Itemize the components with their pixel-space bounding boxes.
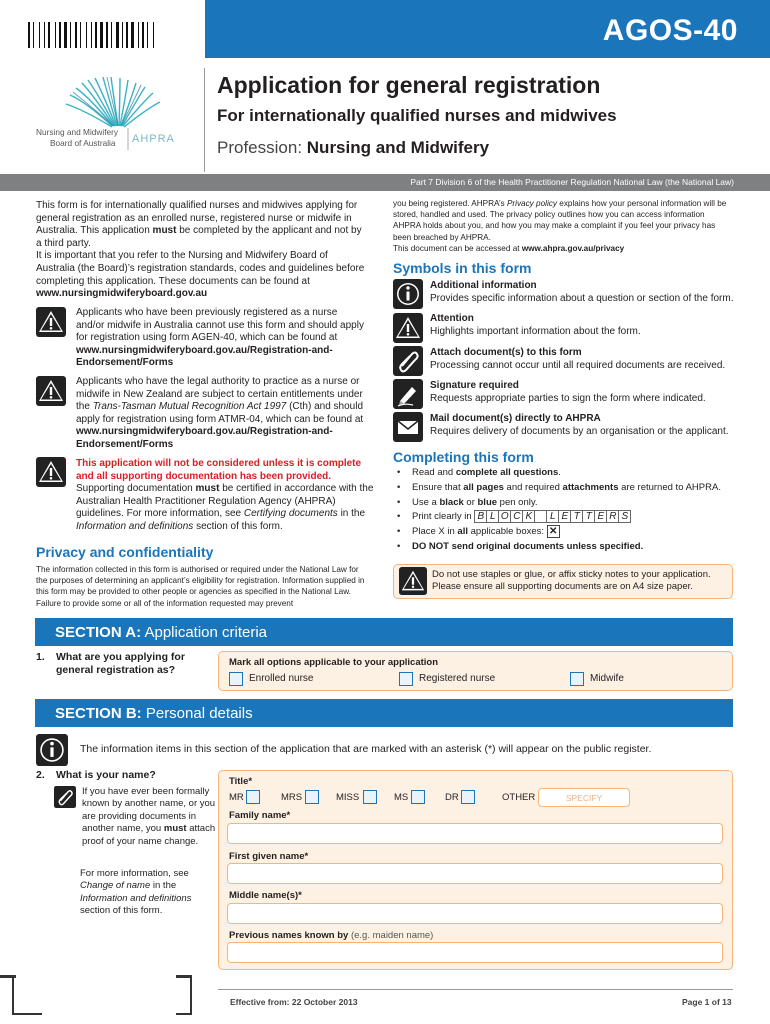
section-b-header xyxy=(35,699,733,727)
warning-icon xyxy=(36,307,66,342)
warn3-cert: Certifying documents xyxy=(243,508,338,520)
symbol-desc: Requests appropriate parties to sign the form where indicated. xyxy=(430,392,706,404)
profession-value: Nursing and Midwifery xyxy=(306,138,490,157)
x-example-box: ✕ xyxy=(547,525,560,538)
barcode-bar xyxy=(51,22,54,48)
barcode-bar xyxy=(113,22,115,48)
privacy-continued xyxy=(393,198,733,254)
section-a-label: SECTION A: xyxy=(55,624,142,641)
corner-mark-right xyxy=(176,975,192,1015)
symbol-title: Mail document(s) directly to AHPRA xyxy=(430,413,601,424)
completing-list xyxy=(397,466,742,555)
barcode-bar xyxy=(95,22,97,48)
form-code: AGOS-40 xyxy=(602,14,738,47)
family-name-input[interactable] xyxy=(227,823,723,844)
checkbox[interactable] xyxy=(399,672,413,686)
block-letter-box: R xyxy=(606,510,619,523)
barcode-bar xyxy=(57,22,58,48)
warn3-red: This application will not be considered unless it is complete and all supporting documentation has been provided. xyxy=(76,458,362,482)
barcode-bar xyxy=(78,22,79,48)
block-letter-box: T xyxy=(570,510,583,523)
board-url[interactable]: www.nursingmidwiferyboard.gov.au xyxy=(36,288,208,300)
privacy-text: The information collected in this form is authorised or required under the National Law for the purposes of determining an applicant’s eligibility for registration. Information supplied in this form may be provided to other people or agencies as specified in the National Law. Failure to provide some or all of the information requested may prevent xyxy=(36,565,365,608)
warn2-text-b: (Cth) and should apply for registration using form ATMR-04, which can be found at xyxy=(76,401,364,425)
previous-names-input[interactable] xyxy=(227,942,723,963)
title-mr-checkbox[interactable] xyxy=(246,790,260,804)
barcode-bar xyxy=(64,22,67,48)
form-subtitle: For internationally qualified nurses and midwives xyxy=(217,106,617,125)
option-label: Registered nurse xyxy=(419,672,496,684)
title-specify-input[interactable] xyxy=(538,788,630,807)
previous-names-text: Previous names known by xyxy=(229,930,349,941)
warn1-text: Applicants who have been previously registered as a nurse and/or midwife in Australia cannot use this form and should apply for registration using form AGEN-40, which can be found at xyxy=(76,307,364,344)
block-letters-example xyxy=(474,511,630,522)
mail-icon xyxy=(393,412,423,447)
warning-icon xyxy=(36,376,66,411)
barcode-bar xyxy=(31,22,32,48)
barcode-bar xyxy=(55,22,56,48)
list-item: • Use a black or blue pen only. xyxy=(397,496,742,511)
barcode-bar xyxy=(88,22,90,48)
symbol-signature xyxy=(430,380,740,405)
barcode-bar xyxy=(120,22,121,48)
intro-text-2: be completed by the applicant and not by a third party. xyxy=(36,225,362,249)
intro-text-1: This form is for internationally qualified nurses and midwives applying for general registration as an enrolled nurse, registered nurse or midwife in Australia. This application xyxy=(36,200,358,237)
symbol-desc: Processing cannot occur until all required documents are received. xyxy=(430,359,726,371)
barcode-bar xyxy=(104,22,105,48)
logo-fan-graphic xyxy=(28,70,200,170)
barcode-bar xyxy=(149,22,152,48)
profession-label: Profession: xyxy=(217,138,303,157)
previous-names-example: (e.g. maiden name) xyxy=(350,930,434,941)
footer-rule xyxy=(218,989,733,990)
warning-previously-registered xyxy=(76,307,368,370)
barcode-bar xyxy=(75,22,77,48)
checkbox[interactable] xyxy=(570,672,584,686)
list-item: • Ensure that all pages and required attachments are returned to AHPRA. xyxy=(397,481,742,496)
note-text: Do not use staples or glue, or affix sticky notes to your application. Please ensure all supporting documents are on A4 size paper. xyxy=(432,569,711,592)
warning-new-zealand xyxy=(76,376,372,452)
barcode-bar xyxy=(62,22,63,48)
block-letter-box: C xyxy=(510,510,523,523)
symbol-title: Additional information xyxy=(430,280,537,291)
profession-line xyxy=(217,138,489,158)
barcode-bar xyxy=(93,22,94,48)
symbols-heading: Symbols in this form xyxy=(393,260,532,276)
symbol-desc: Highlights important information about the form. xyxy=(430,325,641,337)
warn2-url[interactable]: www.nursingmidwiferyboard.gov.au/Registration-and-Endorsement/Forms xyxy=(76,426,333,450)
block-letter-box: E xyxy=(558,510,571,523)
law-reference-bar xyxy=(0,174,770,191)
privacy-cont-a: you being registered. AHPRA’s xyxy=(393,199,505,208)
section-b-name: Personal details xyxy=(145,705,253,722)
footer-page-number: Page 1 of 13 xyxy=(682,997,732,1007)
barcode-bar xyxy=(140,22,141,48)
barcode-bar xyxy=(116,22,119,48)
block-letter-box: L xyxy=(546,510,559,523)
list-item: • Place X in all applicable boxes: ✕ xyxy=(397,525,742,540)
corner-mark-top-right xyxy=(176,975,192,978)
symbol-attention xyxy=(430,313,740,338)
title-options xyxy=(229,790,538,804)
warning-complete-application xyxy=(76,458,374,534)
section-a-header xyxy=(35,618,733,646)
warn1-url[interactable]: www.nursingmidwiferyboard.gov.au/Registration-and-Endorsement/Forms xyxy=(76,344,333,369)
barcode-bar xyxy=(131,22,134,48)
privacy-policy: Privacy policy xyxy=(506,199,557,208)
barcode-bar xyxy=(106,22,108,48)
title-mrs-label: MRS xyxy=(281,791,303,803)
barcode-bar xyxy=(153,22,154,48)
title-dr-checkbox[interactable] xyxy=(461,790,475,804)
barcode-bar xyxy=(91,22,92,48)
block-letter-box: O xyxy=(498,510,511,523)
barcode-bar xyxy=(109,22,110,48)
barcode-bar xyxy=(44,22,45,48)
title-label: Title* xyxy=(229,776,253,787)
middle-name-label: Middle name(s)* xyxy=(229,890,302,901)
option-midwife[interactable] xyxy=(570,672,624,686)
info-icon xyxy=(393,279,423,314)
block-letter-box: E xyxy=(594,510,607,523)
option-registered-nurse[interactable] xyxy=(399,672,495,686)
symbol-desc: Provides specific information about a question or section of the form. xyxy=(430,292,734,304)
paperclip-icon xyxy=(393,346,423,381)
barcode-bar xyxy=(39,22,40,48)
info-icon xyxy=(36,734,68,771)
corner-mark-left xyxy=(12,975,42,1015)
barcode-bar xyxy=(138,22,139,48)
barcode-bar xyxy=(70,22,71,48)
question-1-number: 1. xyxy=(36,651,45,663)
barcode-bar xyxy=(145,22,146,48)
first-name-input[interactable] xyxy=(227,863,723,884)
section-b-label: SECTION B: xyxy=(55,705,142,722)
option-label: Enrolled nurse xyxy=(249,672,314,684)
attach-must: must xyxy=(163,823,187,835)
completing-heading: Completing this form xyxy=(393,449,534,465)
symbol-attach xyxy=(430,347,740,372)
block-letter-box: L xyxy=(486,510,499,523)
pen-icon xyxy=(393,379,423,414)
barcode-bar xyxy=(46,22,47,48)
symbol-title: Attention xyxy=(430,313,474,324)
warning-icon xyxy=(36,457,66,492)
logo-text-1: Nursing and Midwifery xyxy=(36,127,119,137)
title-miss-label: MISS xyxy=(336,791,360,803)
warn3-info: Information and definitions xyxy=(76,520,194,532)
barcode-bar xyxy=(35,22,38,48)
title-dr-label: DR xyxy=(445,791,459,803)
title-mr-label: MR xyxy=(229,791,244,803)
barcode-bar xyxy=(68,22,69,48)
warning-icon xyxy=(393,313,423,348)
barcode-bar xyxy=(124,22,125,48)
warn3-text-a: Supporting documentation xyxy=(76,483,193,495)
name-change-note xyxy=(82,786,216,848)
barcode-bar xyxy=(80,22,81,48)
barcode-bar xyxy=(129,22,130,48)
barcode-bar xyxy=(100,22,103,48)
barcode-bar xyxy=(126,22,128,48)
symbol-additional-info xyxy=(430,280,740,305)
title-other-label: OTHER xyxy=(502,791,536,803)
list-item: • Print clearly in B L O C K L E T T E R S xyxy=(397,510,742,525)
title-ms-checkbox[interactable] xyxy=(411,790,425,804)
intro-text-3: It is important that you refer to the Nursing and Midwifery Board of Australia (the Board)’s registration standards, codes and guidelines before completing this application. These documents can be found at xyxy=(36,250,365,287)
specify-placeholder: SPECIFY xyxy=(565,793,603,803)
paperclip-icon xyxy=(54,786,76,813)
barcode-bar xyxy=(59,22,61,48)
title-miss-checkbox[interactable] xyxy=(363,790,377,804)
barcode xyxy=(28,22,160,48)
privacy-heading: Privacy and confidentiality xyxy=(36,544,214,560)
footer-effective-date: Effective from: 22 October 2013 xyxy=(230,997,358,1007)
form-title: Application for general registration xyxy=(217,72,601,98)
privacy-cont-b: explains how your personal information will be stored, handled and used. The privacy policy outlines how you can access information AHPRA holds about you, and how you may make a complaint if you feel your privacy has been breached by AHPRA. xyxy=(393,199,727,242)
barcode-bar xyxy=(135,22,137,48)
barcode-bar xyxy=(111,22,112,48)
ahpra-logo-text: AHPRA xyxy=(132,133,175,145)
barcode-bar xyxy=(147,22,148,48)
logo-text-2: Board of Australia xyxy=(50,138,116,148)
option-label: Midwife xyxy=(590,672,624,684)
list-item: • Read and complete all questions. xyxy=(397,466,742,481)
question-1-text: What are you applying for general registration as? xyxy=(56,651,185,676)
symbol-mail xyxy=(430,413,740,438)
intro-must: must xyxy=(152,225,177,237)
section-a-name: Application criteria xyxy=(144,624,268,641)
family-name-label: Family name* xyxy=(229,810,291,821)
warn2-act: Trans-Tasman Mutual Recognition Act 1997 xyxy=(92,401,287,413)
list-item: • DO NOT send original documents unless specified. xyxy=(397,540,742,555)
law-reference: Part 7 Division 6 of the Health Practitioner Regulation National Law (the National Law) xyxy=(410,177,734,187)
question-1-instruction: Mark all options applicable to your application xyxy=(229,657,439,668)
checkbox[interactable] xyxy=(229,672,243,686)
attach-text-a: If you have ever been formally known by another name, or you are providing documents in another name, you xyxy=(82,786,216,835)
symbol-title: Attach document(s) to this form xyxy=(430,347,582,358)
symbol-title: Signature required xyxy=(430,380,519,391)
intro-paragraph xyxy=(36,200,366,301)
warn2-text-a: Applicants who have the legal authority to practice as a nurse or midwife in New Zealand are subject to certain entitlements under the xyxy=(76,376,363,413)
form-code-banner xyxy=(205,0,770,58)
privacy-url[interactable]: www.ahpra.gov.au/privacy xyxy=(521,243,625,253)
warning-icon xyxy=(399,567,427,600)
barcode-bar xyxy=(72,22,74,48)
barcode-bar xyxy=(33,22,34,48)
warn3-end: section of this form. xyxy=(196,520,283,532)
barcode-bar xyxy=(48,22,50,48)
barcode-bar xyxy=(82,22,85,48)
block-letter-box: S xyxy=(618,510,631,523)
attach-text-b: attach proof of your name change. xyxy=(82,823,216,847)
block-letter-box: K xyxy=(522,510,535,523)
first-name-label: First given name* xyxy=(229,851,309,862)
barcode-bar xyxy=(142,22,144,48)
corner-mark-top-left xyxy=(0,975,16,978)
header-divider xyxy=(204,68,205,172)
barcode-bar xyxy=(122,22,123,48)
warn3-must: must xyxy=(195,483,220,495)
title-mrs-checkbox[interactable] xyxy=(305,790,319,804)
middle-name-input[interactable] xyxy=(227,903,723,924)
previous-names-label xyxy=(229,930,433,941)
barcode-bar xyxy=(41,22,43,48)
block-letter-box: T xyxy=(582,510,595,523)
barcode-bar xyxy=(155,22,157,48)
block-letter-box: B xyxy=(474,510,487,523)
title-ms-label: MS xyxy=(394,791,409,803)
privacy-access: This document can be accessed at xyxy=(393,243,520,253)
nmba-logo xyxy=(28,70,200,170)
question-2-text: What is your name? xyxy=(56,769,156,781)
barcode-bar xyxy=(98,22,99,48)
warn3-text-b: be certified in accordance with the Australian Health Practitioner Regulation Agency (AHPRA) guidelines. For more information, see xyxy=(76,483,374,520)
barcode-bar xyxy=(86,22,87,48)
public-register-info: The information items in this section of the application that are marked with an asterisk (*) will appear on the public register. xyxy=(80,743,652,755)
option-enrolled-nurse[interactable] xyxy=(229,672,313,686)
symbol-desc: Requires delivery of documents by an organisation or the applicant. xyxy=(430,425,729,437)
question-2-number: 2. xyxy=(36,769,45,781)
name-change-more-info: For more information, see Change of name in the Information and definitions section of this form. xyxy=(80,868,192,917)
warn3-in: in the xyxy=(340,508,366,520)
barcode-bar xyxy=(28,22,30,48)
